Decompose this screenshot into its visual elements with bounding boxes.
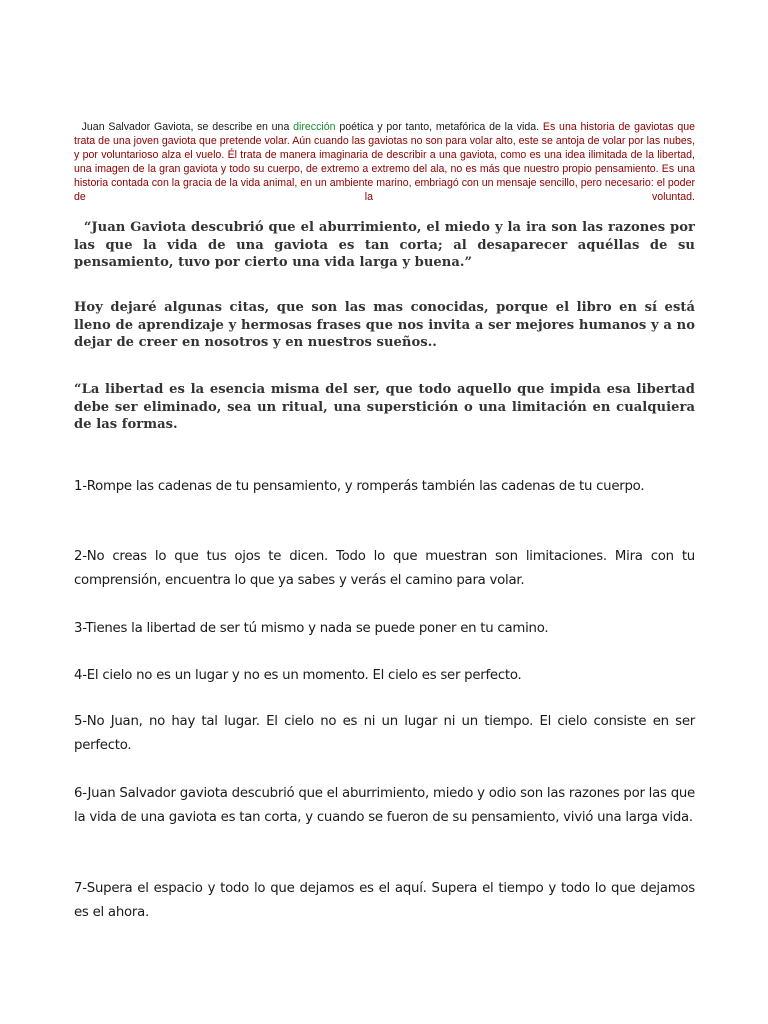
list-item-2: 2-No creas lo que tus ojos te dicen. Todo lo que muestran son limitaciones. Mira con tu comprensión, encuentra lo que ya sabes y verás el camino para volar. (74, 549, 695, 588)
quote-juan-gaviota: “Juan Gaviota descubrió que el aburrimiento, el miedo y la ira son las razones por las que la vida de una gaviota es tan corta; al desaparecer aquéllas de su pensamiento, tuvo por cierto una vida larga y buena.” (74, 220, 700, 271)
list-item-1: 1-Rompe las cadenas de tu pensamiento, y romperás también las cadenas de tu cuerpo. (74, 479, 645, 494)
intro-link-direccion[interactable]: dirección (293, 121, 336, 133)
intro-text-highlighted: Es una historia de gaviotas que trata de una joven gaviota que pretende volar. Aún cuando las gaviotas no son para volar alto, este se antoja de volar por las nubes, y por voluntarioso alza el vuelo. Él trata de manera imaginaria de describir a una gaviota, como es una idea ilimitada de la libertad, una imagen de la gran gaviota y todo su cuerpo, de extremo a extremo del ala, no es más que nuestro propio pensamiento. Es una historia contada con la gracia de la vida animal, en un ambiente marino, embriagó con un mensaje sencillo, pero necesario: el poder de la voluntad. (74, 121, 696, 203)
list-item-5: 5-No Juan, no hay tal lugar. El cielo no es ni un lugar ni un tiempo. El cielo consiste en ser perfecto. (74, 714, 695, 753)
list-item-4: 4-El cielo no es un lugar y no es un momento. El cielo es ser perfecto. (74, 668, 522, 683)
list-item-3: 3-Tienes la libertad de ser tú mismo y nada se puede poner en tu camino. (74, 621, 549, 636)
intro-text-start: Juan Salvador Gaviota, se describe en una (74, 121, 294, 133)
list-item-6: 6-Juan Salvador gaviota descubrió que el aburrimiento, miedo y odio son las razones por las que la vida de una gaviota es tan corta, y cuando se fueron de su pensamiento, vivió una larga vida. (74, 786, 695, 825)
intro-text-middle: poética y por tanto, metafórica de la vida. (335, 121, 540, 133)
list-item-7: 7-Supera el espacio y todo lo que dejamos es el aquí. Supera el tiempo y todo lo que dejamos es el ahora. (74, 881, 695, 920)
intro-paragraph (74, 121, 695, 204)
quote-intro-citas: Hoy dejaré algunas citas, que son las mas conocidas, porque el libro en sí está lleno de aprendizaje y hermosas frases que nos invita a ser mejores humanos y a no dejar de creer en nosotros y en nuestros sueños.. (74, 300, 695, 351)
quote-libertad: “La libertad es la esencia misma del ser, que todo aquello que impida esa libertad debe ser eliminado, sea un ritual, una superstición o una limitación en cualquiera de las formas. (74, 382, 695, 433)
